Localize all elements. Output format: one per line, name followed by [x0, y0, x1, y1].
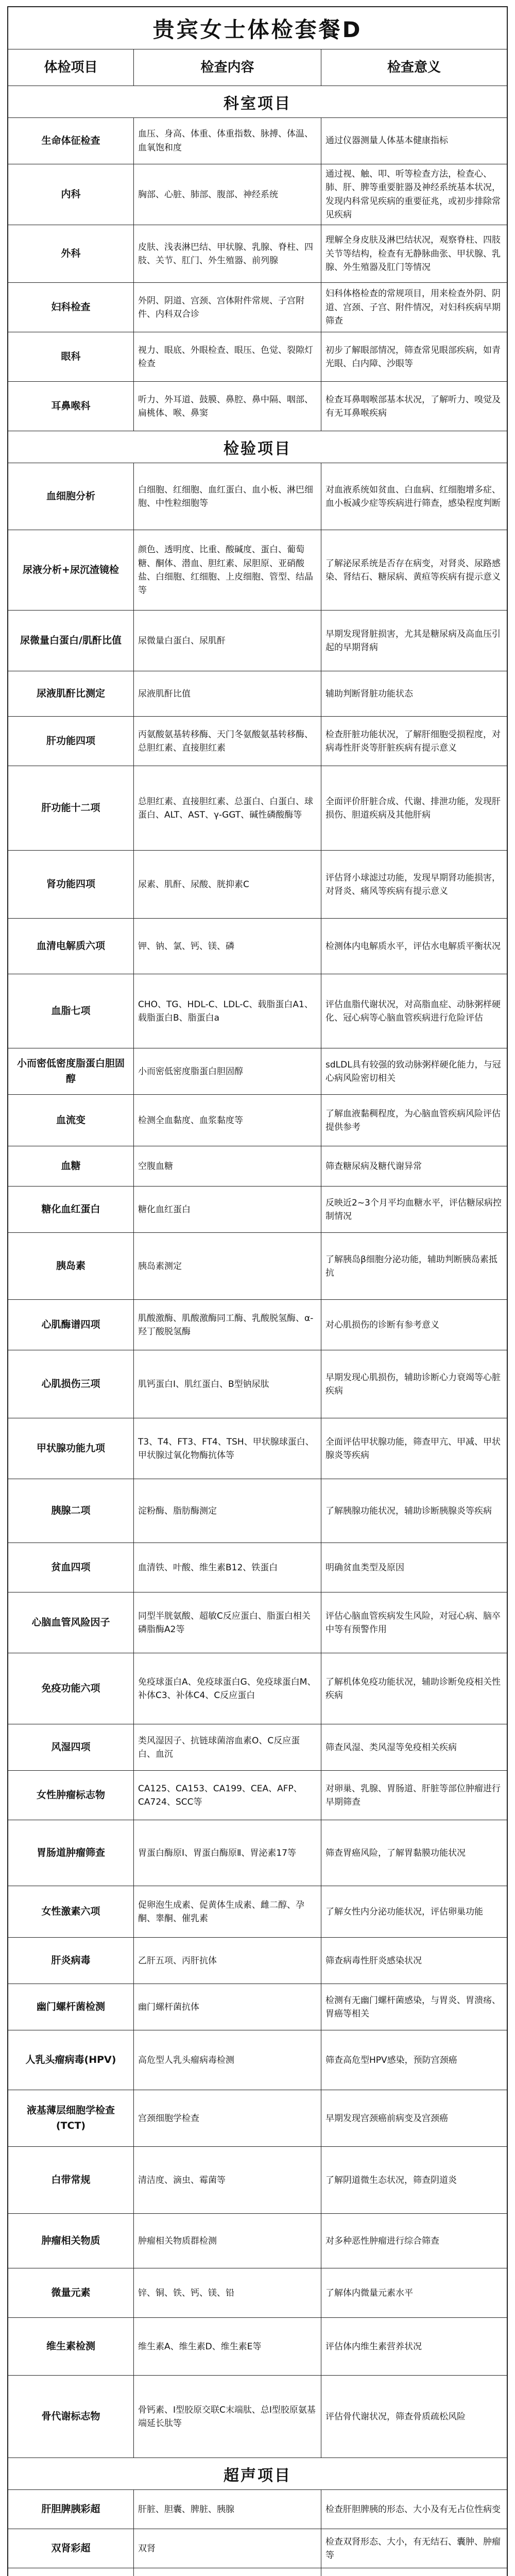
item-meaning: 检查肝脏功能状况，了解肝细胞受损程度，对病毒性肝炎等肝脏疾病有提示意义: [325, 729, 501, 753]
table-row: [8, 1479, 507, 1543]
item-content: 胃蛋白酶原Ⅰ、胃蛋白酶原Ⅱ、胃泌素17等: [134, 1820, 321, 1886]
table-row: [8, 2030, 507, 2090]
table-row: [8, 1724, 507, 1771]
item-name: 心肌酶谱四项: [8, 1300, 134, 1350]
item-meaning: 了解阴道微生态状况，筛查阴道炎: [325, 2175, 457, 2185]
header-item: 体检项目: [8, 49, 134, 86]
item-content: 小而密低密度脂蛋白胆固醇: [134, 1048, 321, 1094]
item-content: 血压、身高、体重、体重指数、脉搏、体温、血氧饱和度: [134, 118, 321, 164]
table-row: [8, 530, 507, 611]
table-row: [8, 118, 507, 164]
item-content: 皮肤、浅表淋巴结、甲状腺、乳腺、脊柱、四肢、关节、肛门、外生殖器、前列腺: [134, 225, 321, 282]
item-meaning: 检查耳鼻咽喉部基本状况，了解听力、嗅觉及有无耳鼻喉疾病: [325, 394, 501, 418]
table-row: [8, 332, 507, 382]
item-name: 白带常规: [8, 2147, 134, 2213]
table-row: [8, 766, 507, 851]
table-row: [8, 225, 507, 283]
item-meaning: 明确贫血类型及原因: [325, 1562, 404, 1573]
section-heading: 检验项目: [8, 431, 507, 463]
item-name: [8, 2568, 134, 2576]
item-content: 类风湿因子、抗链球菌溶血素O、C反应蛋白、血沉: [134, 1724, 321, 1770]
table-row: [8, 671, 507, 717]
item-content: 尿微量白蛋白、尿肌酐: [134, 611, 321, 671]
item-content: 检测全血黏度、血浆黏度等: [134, 1095, 321, 1146]
item-content: 听力、外耳道、鼓膜、鼻腔、鼻中隔、咽部、扁桃体、喉、鼻窦: [134, 382, 321, 431]
item-content: 维生素A、维生素D、维生素E等: [134, 2318, 321, 2375]
item-name: 血细胞分析: [8, 463, 134, 530]
item-content: 肌酸激酶、肌酸激酶同工酶、乳酸脱氢酶、α-羟丁酸脱氢酶: [134, 1300, 321, 1350]
item-name: 胰腺二项: [8, 1479, 134, 1543]
table-row: [8, 717, 507, 766]
item-meaning: 检查肝胆脾胰的形态、大小及有无占位性病变: [325, 2504, 501, 2515]
item-name: 尿液分析+尿沉渣镜检: [8, 530, 134, 610]
item-content: 同型半胱氨酸、超敏C反应蛋白、脂蛋白相关磷脂酶A2等: [134, 1592, 321, 1653]
item-name: 尿液肌酐比测定: [8, 671, 134, 716]
table-row: [8, 2490, 507, 2529]
item-meaning: 了解泌尿系统是否存在病变，对肾炎、尿路感染、肾结石、糖尿病、黄疸等疾病有提示意义: [325, 558, 501, 582]
item-name: 耳鼻喉科: [8, 382, 134, 431]
table-row: [8, 1418, 507, 1479]
item-meaning: 筛查高危型HPV感染，预防宫颈癌: [325, 2055, 457, 2065]
item-content: 丙氨酸氨基转移酶、天门冬氨酸氨基转移酶、总胆红素、直接胆红素: [134, 717, 321, 766]
item-name: 女性激素六项: [8, 1886, 134, 1937]
item-meaning: 评估心脑血管疾病发生风险，对冠心病、脑卒中等有预警作用: [325, 1611, 501, 1635]
item-content: 高危型人乳头瘤病毒检测: [134, 2030, 321, 2090]
item-name: 外科: [8, 225, 134, 282]
item-name: 微量元素: [8, 2268, 134, 2317]
table-row: [8, 1653, 507, 1724]
item-content: 幽门螺杆菌抗体: [134, 1984, 321, 2030]
table-row: [8, 463, 507, 530]
item-meaning: 全面评估甲状腺功能，筛查甲亢、甲减、甲状腺炎等疾病: [325, 1436, 501, 1461]
section-heading: 科室项目: [8, 86, 507, 118]
item-name: 胰岛素: [8, 1233, 134, 1299]
item-name: 维生素检测: [8, 2318, 134, 2375]
item-content: 总胆红素、直接胆红素、总蛋白、白蛋白、球蛋白、ALT、AST、γ-GGT、碱性磷酸酶等: [134, 766, 321, 850]
item-meaning: 对血液系统如贫血、白血病、红细胞增多症、血小板减少症等疾病进行筛查，感染程度判断: [325, 484, 501, 509]
table-row: [8, 611, 507, 671]
table-row: [8, 1187, 507, 1233]
item-name: 肝功能十二项: [8, 766, 134, 850]
item-name: 甲状腺功能九项: [8, 1418, 134, 1479]
item-meaning: 了解胰腺功能状况，辅助诊断胰腺炎等疾病: [325, 1505, 492, 1516]
item-name: 血清电解质六项: [8, 919, 134, 974]
item-content: 宫颈细胞学检查: [134, 2090, 321, 2146]
table-row: [8, 2568, 507, 2576]
section-heading: 超声项目: [8, 2458, 507, 2490]
item-content: 尿素、肌酐、尿酸、胱抑素C: [134, 851, 321, 918]
table-row: [8, 1233, 507, 1300]
item-meaning: 对多种恶性肿瘤进行综合筛查: [325, 2235, 439, 2246]
item-name: 免疫功能六项: [8, 1653, 134, 1724]
item-name: 幽门螺杆菌检测: [8, 1984, 134, 2030]
item-name: 生命体征检查: [8, 118, 134, 164]
item-content: 乙肝五项、丙肝抗体: [134, 1938, 321, 1984]
item-meaning: 了解胰岛β细胞分泌功能，辅助判断胰岛素抵抗: [325, 1254, 497, 1278]
item-meaning: 早期发现肾脏损害，尤其是糖尿病及高血压引起的早期肾病: [325, 629, 501, 653]
item-name: 血糖: [8, 1146, 134, 1186]
item-name: 心肌损伤三项: [8, 1350, 134, 1418]
item-content: 淀粉酶、脂肪酶测定: [134, 1479, 321, 1543]
item-content: 胸部、心脏、肺部、腹部、神经系统: [134, 164, 321, 225]
table-row: [8, 919, 507, 974]
item-name: 液基薄层细胞学检查(TCT): [8, 2090, 134, 2146]
item-content: 空腹血糖: [134, 1146, 321, 1186]
item-name: 肾功能四项: [8, 851, 134, 918]
table-body: [8, 86, 507, 2576]
item-meaning: 全面评价肝脏合成、代谢、排泄功能，发现肝损伤、胆道疾病及其他肝病: [325, 796, 501, 820]
table-row: [8, 2268, 507, 2318]
table-row: [8, 1048, 507, 1095]
table-row: [8, 2090, 507, 2147]
item-name: 骨代谢标志物: [8, 2376, 134, 2458]
item-name: 肝炎病毒: [8, 1938, 134, 1984]
item-content: 视力、眼底、外眼检查、眼压、色觉、裂隙灯检查: [134, 332, 321, 381]
item-name: 贫血四项: [8, 1543, 134, 1592]
item-content: T3、T4、FT3、FT4、TSH、甲状腺球蛋白、甲状腺过氧化物酶抗体等: [134, 1418, 321, 1479]
table-row: [8, 1350, 507, 1418]
item-content: 双肾: [134, 2529, 321, 2568]
item-name: 血脂七项: [8, 974, 134, 1048]
header-meaning: 检查意义: [387, 59, 441, 75]
item-content: 胰岛素测定: [134, 1233, 321, 1299]
item-meaning: sdLDL具有较强的致动脉粥样硬化能力，与冠心病风险密切相关: [325, 1059, 501, 1083]
item-meaning: 评估体内维生素营养状况: [325, 2341, 422, 2352]
item-content: 白细胞、红细胞、血红蛋白、血小板、淋巴细胞、中性粒细胞等: [134, 463, 321, 530]
table-row: [8, 2214, 507, 2268]
item-meaning: 筛查风湿、类风湿等免疫相关疾病: [325, 1742, 457, 1753]
item-meaning: 辅助判断肾脏功能状态: [325, 688, 413, 699]
item-meaning: 检测体内电解质水平，评估水电解质平衡状况: [325, 941, 501, 952]
checkup-table: [7, 6, 508, 2576]
item-meaning: 对心肌损伤的诊断有参考意义: [325, 1319, 439, 1330]
item-name: 肝胆脾胰彩超: [8, 2490, 134, 2529]
table-row: [8, 1984, 507, 2030]
item-content: 免疫球蛋白A、免疫球蛋白G、免疫球蛋白M、补体C3、补体C4、C反应蛋白: [134, 1653, 321, 1724]
item-content: [134, 2568, 321, 2576]
item-meaning: 对卵巢、乳腺、胃肠道、肝脏等部位肿瘤进行早期筛查: [325, 1783, 501, 1807]
item-meaning: 评估骨代谢状况，筛查骨质疏松风险: [325, 2411, 466, 2422]
item-meaning: 妇科体格检查的常规项目，用来检查外阴、阴道、宫颈、子宫、附件情况，对妇科疾病早期筛查: [325, 289, 501, 327]
item-meaning: 早期发现宫颈癌前病变及宫颈癌: [325, 2113, 448, 2124]
item-meaning: 检查双肾形态、大小，有无结石、囊肿、肿瘤等: [325, 2536, 501, 2561]
item-name: 尿微量白蛋白/肌酐比值: [8, 611, 134, 671]
item-name: 妇科检查: [8, 283, 134, 332]
item-meaning: 筛查病毒性肝炎感染状况: [325, 1955, 422, 1966]
item-name: 糖化血红蛋白: [8, 1187, 134, 1232]
item-content: 血清铁、叶酸、维生素B12、铁蛋白: [134, 1543, 321, 1592]
item-meaning: [321, 2568, 507, 2576]
item-content: 钾、钠、氯、钙、镁、磷: [134, 919, 321, 974]
item-meaning: 理解全身皮肤及淋巴结状况，观察脊柱、四肢关节等结构，检查有无静脉曲张、甲状腺、乳腺、外生殖器及肛门等情况: [325, 235, 501, 273]
item-meaning: 检测有无幽门螺杆菌感染，与胃炎、胃溃疡、胃癌等相关: [325, 1995, 501, 2019]
item-name: 小而密低密度脂蛋白胆固醇: [8, 1048, 134, 1094]
table-row: [8, 974, 507, 1048]
item-name: 胃肠道肿瘤筛查: [8, 1820, 134, 1886]
table-row: [8, 2376, 507, 2458]
item-content: 骨钙素、I型胶原交联C末端肽、总I型胶原氨基端延长肽等: [134, 2376, 321, 2458]
item-meaning: 通过仪器测量人体基本健康指标: [325, 135, 448, 146]
header-content: 检查内容: [134, 49, 321, 86]
item-content: 锌、铜、铁、钙、镁、铅: [134, 2268, 321, 2317]
item-content: CA125、CA153、CA199、CEA、AFP、CA724、SCC等: [134, 1771, 321, 1820]
table-row: [8, 382, 507, 431]
item-meaning: 了解体内微量元素水平: [325, 2287, 413, 2298]
table-row: [8, 1886, 507, 1938]
item-name: 血流变: [8, 1095, 134, 1146]
item-meaning: 早期发现心肌损伤，辅助诊断心力衰竭等心脏疾病: [325, 1372, 501, 1396]
item-name: 人乳头瘤病毒(HPV): [8, 2030, 134, 2090]
item-name: 双肾彩超: [8, 2529, 134, 2568]
item-content: 肝脏、胆囊、脾脏、胰腺: [134, 2490, 321, 2529]
item-name: 心脑血管风险因子: [8, 1592, 134, 1653]
table-row: [8, 1300, 507, 1350]
item-meaning: 了解机体免疫功能状况，辅助诊断免疫相关性疾病: [325, 1676, 501, 1701]
table-row: [8, 1592, 507, 1653]
table-row: [8, 1543, 507, 1592]
item-name: 内科: [8, 164, 134, 225]
item-content: 清洁度、滴虫、霉菌等: [134, 2147, 321, 2213]
item-meaning: 初步了解眼部情况，筛查常见眼部疾病，如青光眼、白内障、沙眼等: [325, 345, 501, 369]
item-content: 颜色、透明度、比重、酸碱度、蛋白、葡萄糖、酮体、潜血、胆红素、尿胆原、亚硝酸盐、白细胞、红细胞、上皮细胞、管型、结晶等: [134, 530, 321, 610]
item-name: 肝功能四项: [8, 717, 134, 766]
item-meaning: 了解女性内分泌功能状况，评估卵巢功能: [325, 1906, 483, 1917]
item-name: 女性肿瘤标志物: [8, 1771, 134, 1820]
table-row: [8, 1771, 507, 1820]
item-content: 糖化血红蛋白: [134, 1187, 321, 1232]
item-name: 肿瘤相关物质: [8, 2214, 134, 2268]
item-meaning: 筛查糖尿病及糖代谢异常: [325, 1161, 422, 1172]
table-row: [8, 851, 507, 919]
table-row: [8, 1146, 507, 1187]
item-content: 外阴、阴道、宫颈、宫体附件常规、子宫附件、内科双合诊: [134, 283, 321, 332]
table-row: [8, 283, 507, 332]
item-meaning: 筛查胃癌风险，了解胃黏膜功能状况: [325, 1848, 466, 1858]
item-meaning: 评估血脂代谢状况，对高脂血症、动脉粥样硬化、冠心病等心脑血管疾病进行危险评估: [325, 999, 501, 1023]
item-meaning: 评估肾小球滤过功能，发现早期肾功能损害，对肾炎、痛风等疾病有提示意义: [325, 872, 501, 896]
item-meaning: 反映近2~3个月平均血糖水平，评估糖尿病控制情况: [325, 1197, 502, 1222]
item-meaning: 了解血液黏稠程度，为心脑血管疾病风险评估提供参考: [325, 1108, 501, 1132]
item-content: 促卵泡生成素、促黄体生成素、雌二醇、孕酮、睾酮、催乳素: [134, 1886, 321, 1937]
header-row: [8, 49, 507, 86]
table-row: [8, 2147, 507, 2214]
item-name: 眼科: [8, 332, 134, 381]
page-title: 贵宾女士体检套餐D: [8, 7, 507, 49]
item-content: CHO、TG、HDL-C、LDL-C、载脂蛋白A1、载脂蛋白B、脂蛋白a: [134, 974, 321, 1048]
table-row: [8, 164, 507, 225]
item-content: 肿瘤相关物质群检测: [134, 2214, 321, 2268]
item-meaning: 通过视、触、叩、听等检查方法，检查心、肺、肝、脾等重要脏器及神经系统基本状况，发现内科常见疾病的重要征兆，或初步排除常见疾病: [325, 169, 501, 221]
table-row: [8, 2529, 507, 2568]
table-row: [8, 1820, 507, 1886]
table-row: [8, 1938, 507, 1984]
table-row: [8, 1095, 507, 1146]
item-content: 肌钙蛋白I、肌红蛋白、B型钠尿肽: [134, 1350, 321, 1418]
item-name: 风湿四项: [8, 1724, 134, 1770]
item-content: 尿液肌酐比值: [134, 671, 321, 716]
table-row: [8, 2318, 507, 2376]
